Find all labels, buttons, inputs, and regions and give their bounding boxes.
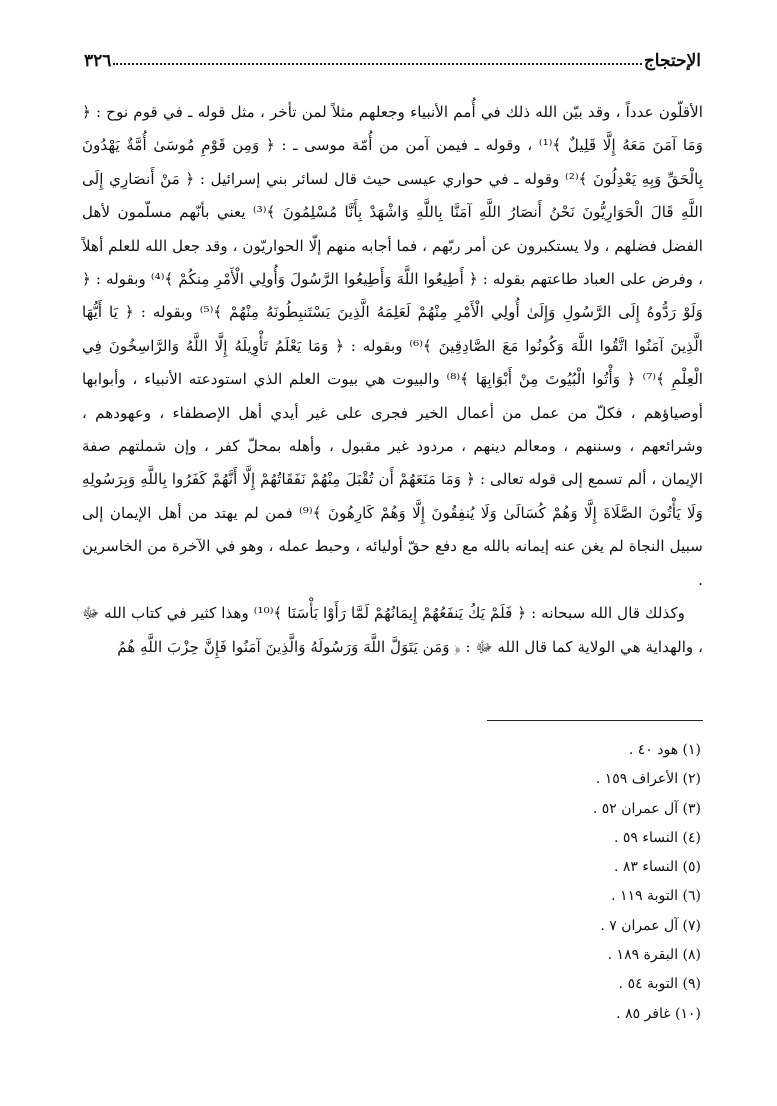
running-header: [80, 46, 705, 76]
footnote-9: (٩) التوبة ٥٤ .: [618, 976, 701, 993]
footnote-2: (٢) الأعراف ١٥٩ .: [595, 771, 701, 788]
footnote-3: (٣) آل عمران ٥٢ .: [592, 800, 701, 817]
footnotes-list: [82, 736, 701, 1029]
footnote-1: (١) هود ٤٠ .: [628, 742, 701, 758]
header-dot-leader: [113, 63, 641, 65]
body-paragraph-1: الأقلّون عدداً ، وقد بيّن الله ذلك في أُمم الأنبياء وجعلهم مثلاً لمن تأخر ، مثل قوله ـ في قوم نوح : ﴿ وَمَا آمَنَ مَعَهُ إِلَّا قَلِيلٌ ﴾⁽¹⁾ ، وقوله ـ فيمن آمن من أُمّة موسى ـ : ﴿ وَمِن قَوْمِ مُوسَىٰ أُمَّةٌ يَهْدُونَ بِالْحَقِّ وَبِهِ يَعْدِلُونَ ﴾⁽²⁾ وقوله ـ في حواري عيسى حيث قال لسائر بني إسرائيل : ﴿ مَنْ أَنصَارِي إِلَى اللَّهِ قَالَ الْحَوَارِيُّونَ نَحْنُ أَنصَارُ اللَّهِ آمَنَّا بِاللَّهِ وَاشْهَدْ بِأَنَّا مُسْلِمُونَ ﴾⁽³⁾ يعني بأنّهم مسلّمون لأهل الفضل فضلهم ، ولا يستكبرون عن أمر ربّهم ، فما أجابه منهم إلّا الحواريّون ، وقد جعل الله للعلم أهلاً ، وفرض على العباد طاعتهم بقوله : ﴿ أَطِيعُوا اللَّهَ وَأَطِيعُوا الرَّسُولَ وَأُولِي الْأَمْرِ مِنكُمْ ﴾⁽⁴⁾ وبقوله : ﴿ وَلَوْ رَدُّوهُ إِلَى الرَّسُولِ وَإِلَىٰ أُولِي الْأَمْرِ مِنْهُمْ لَعَلِمَهُ الَّذِينَ يَسْتَنبِطُونَهُ مِنْهُمْ ﴾⁽⁵⁾ وبقوله : ﴿ يَا أَيُّهَا الَّذِينَ آمَنُوا اتَّقُوا اللَّهَ وَكُونُوا مَعَ الصَّادِقِينَ ﴾⁽⁶⁾ وبقوله : ﴿ وَمَا يَعْلَمُ تَأْوِيلَهُ إِلَّا اللَّهُ وَالرَّاسِخُونَ فِي الْعِلْمِ ﴾⁽⁷⁾ ﴿ وَأْتُوا الْبُيُوتَ مِنْ أَبْوَابِهَا ﴾⁽⁸⁾ والبيوت هي بيوت العلم الذي استودعته الأنبياء ، وأبوابها أوصياؤهم ، فكلّ من عمل من أعمال الخير فجرى على غير أيدي أهل الإصطفاء ، وعهودهم ، وشرائعهم ، وسننهم ، ومعالم دينهم ، مردود غير مقبول ، وأهله بمحلّ كفر ، وإن شملتهم صفة الإيمان ، ألم تسمع إلى قوله تعالى : ﴿ وَمَا مَنَعَهُمْ أَن تُقْبَلَ مِنْهُمْ نَفَقَاتُهُمْ إِلَّا أَنَّهُمْ كَفَرُوا بِاللَّهِ وَبِرَسُولِهِ وَلَا يَأْتُونَ الصَّلَاةَ إِلَّا وَهُمْ كُسَالَىٰ وَلَا يُنفِقُونَ إِلَّا وَهُمْ كَارِهُونَ ﴾⁽⁹⁾ فمن لم يهتد من أهل الإيمان إلى سبيل النجاة لم يغن عنه إيمانه بالله مع دفع حقّ أوليائه ، وحبط عمله ، وهو في الآخرة من الخاسرين .: [82, 103, 704, 589]
page-number: ٣٢٦: [84, 51, 112, 71]
footnote-4: (٤) النساء ٥٩ .: [613, 829, 701, 846]
footnote-6: (٦) التوبة ١١٩ .: [611, 888, 701, 905]
footnote-10: (١٠) غافر ٨٥ .: [616, 1005, 701, 1022]
footnote-separator: [487, 720, 703, 721]
footnote-8: (٨) البقرة ١٨٩ .: [607, 947, 701, 964]
main-text: [82, 96, 703, 664]
footnote-5: (٥) النساء ٨٣ .: [613, 859, 701, 876]
header-title: الإحتجاج: [643, 51, 701, 71]
body-paragraph-2: وكذلك قال الله سبحانه : ﴿ فَلَمْ يَكُ يَنفَعُهُمْ إِيمَانُهُمْ لَمَّا رَأَوْا بَأْسَنَا ﴾⁽¹⁰⁾ وهذا كثير في كتاب الله ﷻ ، والهداية هي الولاية كما قال الله ﷻ : ﴿ وَمَن يَتَوَلَّ اللَّهَ وَرَسُولَهُ وَالَّذِينَ آمَنُوا فَإِنَّ حِزْبَ اللَّهِ هُمُ: [82, 604, 703, 656]
footnote-7: (٧) آل عمران ٧ .: [600, 917, 701, 934]
